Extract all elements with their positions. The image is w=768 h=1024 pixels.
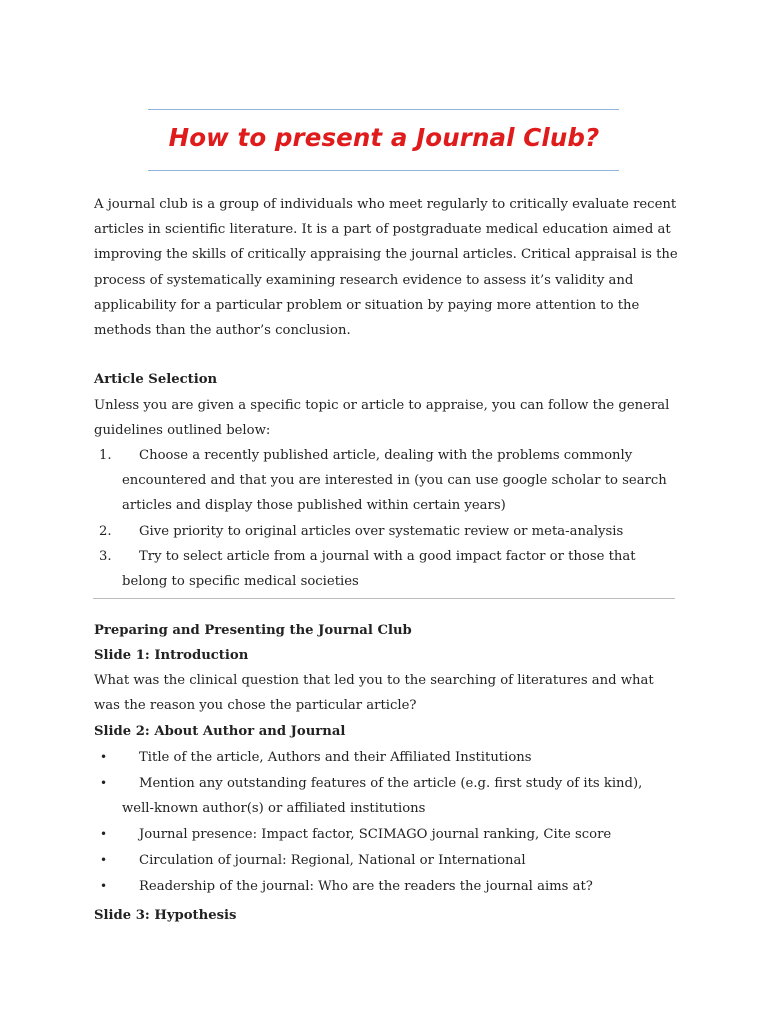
list-number: 3.: [99, 548, 112, 564]
bullet-icon: •: [100, 853, 108, 867]
list-number: 2.: [99, 523, 112, 539]
list-item: [94, 771, 678, 821]
slide2-heading: Slide 2: About Author and Journal: [94, 724, 346, 739]
list-number: 1.: [99, 448, 112, 463]
page-title: How to present a Journal Club?: [168, 123, 600, 152]
bullet-icon: •: [100, 776, 108, 790]
bullet-icon: •: [100, 827, 108, 841]
list-item-text: Circulation of journal: Regional, National or International: [139, 853, 526, 868]
title-rule-bottom: [148, 170, 619, 171]
bullet-icon: •: [100, 879, 108, 893]
slide2-list: [94, 745, 678, 900]
list-item-text: Readership of the journal: Who are the readers the journal aims at?: [139, 879, 593, 894]
title-rule-top: [148, 109, 619, 110]
intro-paragraph: A journal club is a group of individuals who meet regularly to critically evaluate recent articles in scientific literature. It is a part of postgraduate medical education aimed at improving the skills of critically appraising the journal articles. Critical appraisal is the process of systematically examining research evidence to assess it’s validity and applicability for a particular problem or situation by paying more attention to the methods than the author’s conclusion.: [94, 197, 678, 339]
slide1-heading: Slide 1: Introduction: [94, 648, 249, 663]
list-item: [94, 848, 678, 873]
list-item: [94, 519, 678, 544]
slide1-text: What was the clinical question that led you to the searching of literatures and what was the reason you chose the particular article?: [94, 673, 654, 714]
article-selection-heading: Article Selection: [94, 372, 218, 387]
list-item: [94, 745, 678, 770]
preparing-heading: Preparing and Presenting the Journal Club: [94, 623, 412, 638]
section-divider: [93, 598, 675, 599]
list-item-text: Journal presence: Impact factor, SCIMAGO journal ranking, Cite score: [139, 827, 612, 842]
list-item-text: Choose a recently published article, dealing with the problems commonly encountered and that you are interested in (you can use google scholar to search articles and display those published within certain years): [122, 448, 667, 514]
list-item: [94, 443, 678, 519]
list-item: [94, 544, 678, 594]
article-selection-list: [94, 443, 678, 594]
slide3-heading: Slide 3: Hypothesis: [94, 908, 237, 923]
list-item-text: Title of the article, Authors and their Affiliated Institutions: [139, 750, 532, 765]
article-selection-text: Unless you are given a specific topic or article to appraise, you can follow the general guidelines outlined below:: [94, 398, 670, 439]
list-item: [94, 874, 678, 899]
list-item-text: Mention any outstanding features of the article (e.g. first study of its kind), well-known author(s) or affiliated institutions: [122, 776, 643, 816]
list-item-text: Give priority to original articles over systematic review or meta-analysis: [139, 523, 624, 539]
list-item: [94, 822, 678, 847]
bullet-icon: •: [100, 750, 108, 764]
list-item-text: Try to select article from a journal with a good impact factor or those that belong to specific medical societies: [122, 548, 636, 590]
